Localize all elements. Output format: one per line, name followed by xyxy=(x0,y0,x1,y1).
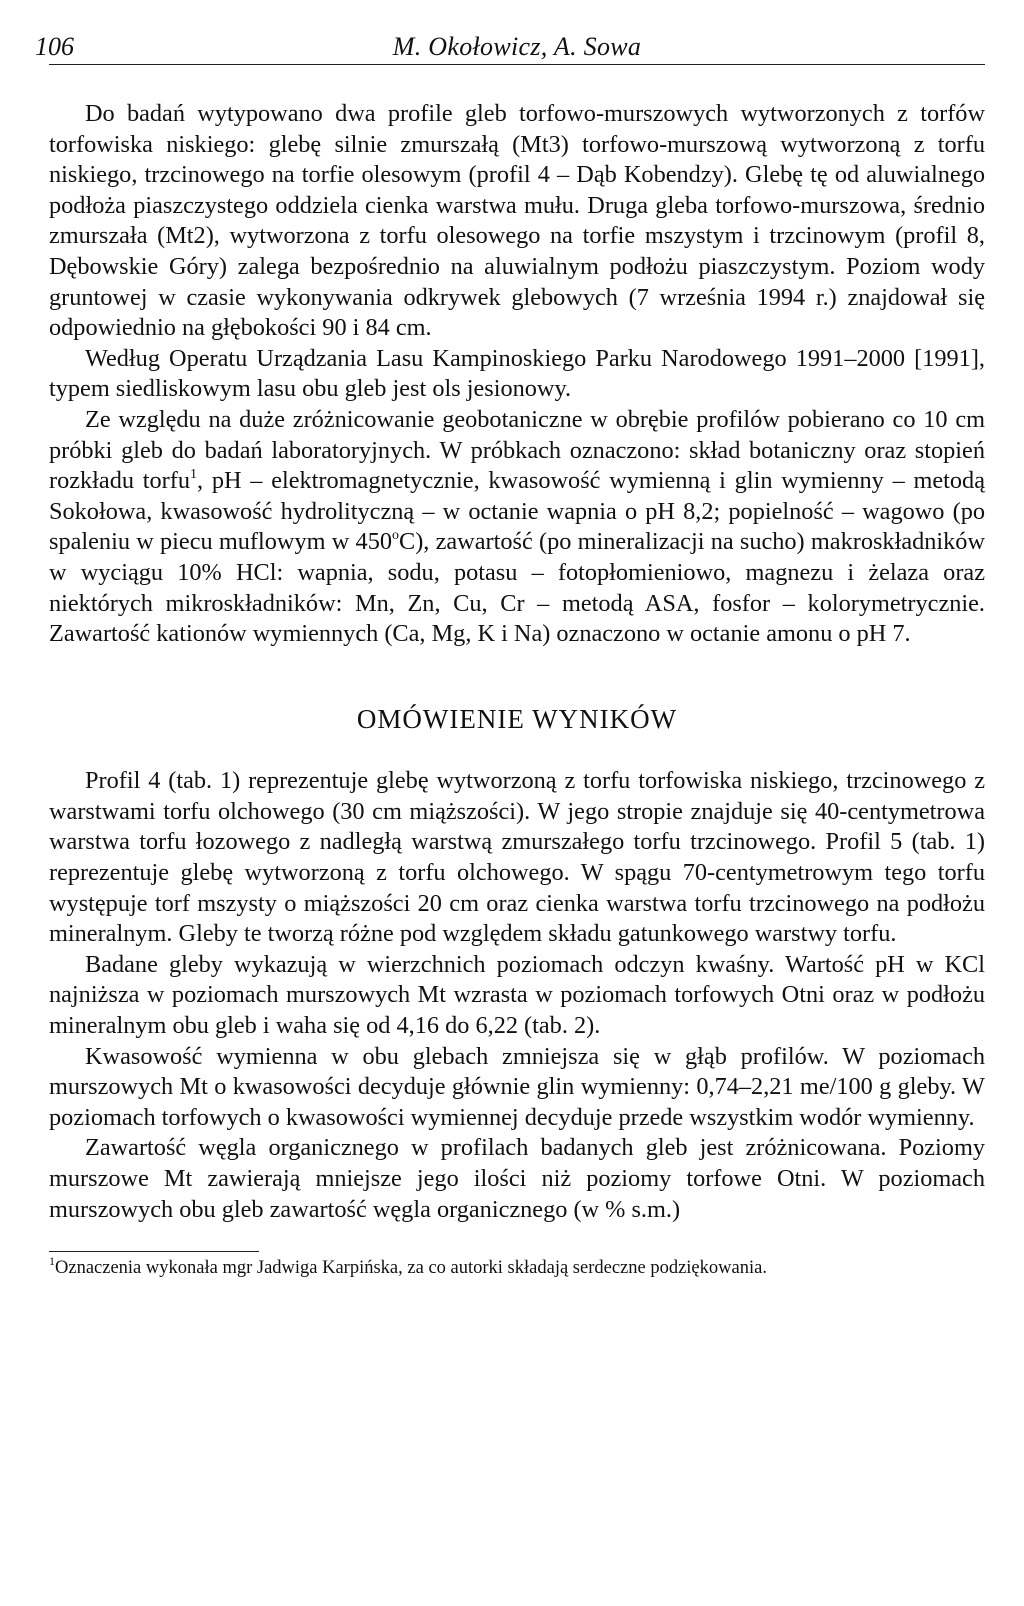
paragraph: Według Operatu Urządzania Lasu Kampinoskiego Parku Narodowego 1991–2000 [1991], typem siedliskowym lasu obu gleb jest ols jesionowy. xyxy=(49,344,985,403)
page-number: 106 xyxy=(35,32,74,61)
running-header xyxy=(35,30,985,65)
running-head-authors: M. Okołowicz, A. Sowa xyxy=(392,32,642,61)
paragraph xyxy=(49,405,985,650)
footnote-ref: 1 xyxy=(190,467,197,483)
footnote-marker: 1 xyxy=(49,1254,55,1269)
paragraph: Zawartość węgla organicznego w profilach badanych gleb jest zróżnicowana. Poziomy murszowe Mt zawierają mniejsze jego ilości niż poziomy torfowe Otni. W poziomach murszowych obu gleb zawartość węgla organicznego (w % s.m.) xyxy=(49,1134,985,1223)
paragraph-text: C), zawartość (po mineralizacji na sucho) makroskładników w wyciągu 10% HCl: wapnia, sodu, potasu – fotopłomieniowo, magnezu i żelaza oraz niektórych mikroskładników: Mn, Zn, Cu, Cr – metodą ASA, fosfor – kolorymetrycznie. Zawartość kationów wymiennych (Ca, Mg, K i Na) oznaczono w octanie amonu o pH 7. xyxy=(49,528,985,648)
degree-superscript: o xyxy=(392,528,399,544)
paragraph-text: , pH – elektromagnetycznie, kwasowość wymienną i glin wymienny – metodą Sokołowa, kwasowość hydrolityczną – w octanie wapnia o pH 8,2; popielność – wagowo (po spaleniu w piecu muflowym w 450 xyxy=(49,467,985,556)
footnote-text: Oznaczenia wykonała mgr Jadwiga Karpińska, za co autorki składają serdeczne podziękowania. xyxy=(55,1258,767,1279)
page xyxy=(35,30,985,1280)
paragraph: Badane gleby wykazują w wierzchnich poziomach odczyn kwaśny. Wartość pH w KCl najniższa w poziomach murszowych Mt wzrasta w poziomach torfowych Otni oraz w podłożu mineralnym obu gleb i waha się od 4,16 do 6,22 (tab. 2). xyxy=(49,950,985,1040)
article-body xyxy=(49,99,985,1280)
paragraph-text: Ze względu na duże zróżnicowanie geobotaniczne w obrębie profilów pobierano co 10 cm próbki gleb do badań laboratoryjnych. W próbkach oznaczono: skład botaniczny oraz stopień rozkładu torfu xyxy=(49,405,985,495)
paragraph: Do badań wytypowano dwa profile gleb torfowo-murszowych wytworzonych z torfów torfowiska niskiego: glebę silnie zmurszałą (Mt3) torfowo-murszową wytworzoną z torfu niskiego, trzcinowego na torfie olesowym (profil 4 – Dąb Kobendzy). Glebę tę od aluwialnego podłoża piaszczystego oddziela cienka warstwa mułu. Druga gleba torfowo-murszowa, średnio zmurszała (Mt2), wytworzona z torfu olesowego na torfie mszystym i trzcinowym (profil 8, Dębowskie Góry) zalega bezpośrednio na aluwialnym podłożu piaszczystym. Poziom wody gruntowej w czasie wykonywania odkrywek glebowych (7 września 1994 r.) znajdował się odpowiednio na głębokości 90 i 84 cm. xyxy=(49,100,985,342)
footnote-rule xyxy=(49,1251,259,1252)
footnote xyxy=(49,1256,985,1280)
paragraph: Kwasowość wymienna w obu glebach zmniejsza się w głąb profilów. W poziomach murszowych Mt o kwasowości decyduje głównie glin wymienny: 0,74–2,21 me/100 g gleby. W poziomach torfowych o kwasowości wymiennej decyduje przede wszystkim wodór wymienny. xyxy=(49,1042,985,1131)
paragraph: Profil 4 (tab. 1) reprezentuje glebę wytworzoną z torfu torfowiska niskiego, trzcinowego z warstwami torfu olchowego (30 cm miąższości). W jego stropie znajduje się 40-centymetrowa warstwa torfu łozowego z nadległą warstwą zmurszałego torfu trzcinowego. Profil 5 (tab. 1) reprezentuje glebę wytworzoną z torfu olchowego. W spągu 70-centymetrowym tego torfu występuje torf mszysty o miąższości 20 cm oraz cienka warstwa torfu trzcinowego na podłożu mineralnym. Gleby te tworzą różne pod względem składu gatunkowego warstwy torfu. xyxy=(49,767,985,948)
section-heading: OMÓWIENIE WYNIKÓW xyxy=(356,703,678,734)
